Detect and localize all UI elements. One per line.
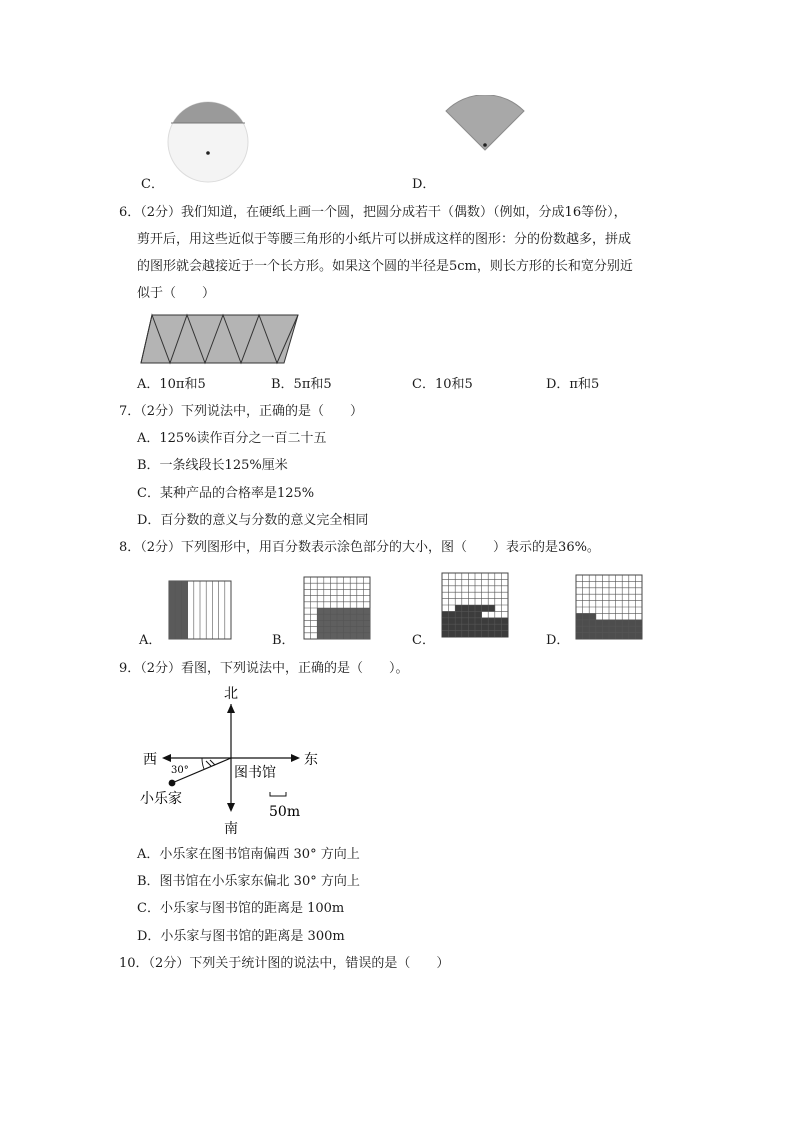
q8-label-a[interactable]: A． [139,633,162,648]
q7-option-d[interactable]: D．百分数的意义与分数的意义完全相同 [137,513,369,528]
shaded-cell [501,624,508,631]
shaded-cell [602,633,609,640]
shaded-cell [495,618,502,625]
shaded-cell [330,627,337,634]
shaded-cell [337,627,344,634]
shaded-cell [475,611,482,618]
q5-option-d-label[interactable]: D． [412,177,436,192]
shaded-cell [324,627,331,634]
q6-line-3: 的图形就会越接近于一个长方形。如果这个圆的半径是5cm，则长方形的长和宽分别近 [137,259,633,274]
shaded-cell [462,631,469,638]
q9-direction-diagram [136,682,336,842]
shaded-cell [596,633,603,640]
shaded-cell [622,633,629,640]
shaded-cell [330,620,337,627]
north-label: 北 [224,686,238,702]
shaded-cell [482,624,489,631]
shaded-cell [576,613,583,620]
shaded-cell [357,608,364,615]
shaded-cell [482,618,489,625]
shaded-cell [455,624,462,631]
shaded-cell [629,620,636,627]
shaded-cell [475,631,482,638]
shaded-cell [449,631,456,638]
shaded-cell [330,608,337,615]
shaded-cell [635,620,642,627]
q8-label-b[interactable]: B． [272,633,295,648]
angle-label: 30° [171,765,189,776]
q6-option-b[interactable]: B．5π和5 [271,377,332,392]
q7-option-a[interactable]: A．125%读作百分之一百二十五 [137,431,327,446]
q7-option-b[interactable]: B．一条线段长125%厘米 [137,458,288,473]
shaded-cell [442,631,449,638]
q6-option-c[interactable]: C．10和5 [412,377,473,392]
shaded-cell [350,620,357,627]
shaded-cell [583,626,590,633]
shaded-cell [468,605,475,612]
q8-label-d[interactable]: D． [546,633,570,648]
shaded-cell [609,620,616,627]
shaded-cell [344,627,351,634]
shaded-cell [344,620,351,627]
q6-option-a[interactable]: A．10π和5 [137,377,206,392]
shaded-cell [363,620,370,627]
shaded-cell [589,626,596,633]
shaded-cell [350,608,357,615]
shaded-cell [629,626,636,633]
shaded-cell [462,624,469,631]
shaded-cell [616,620,623,627]
shaded-cell [455,618,462,625]
shaded-cell [337,633,344,640]
shaded-cell [609,633,616,640]
shaded-cell [589,633,596,640]
q9-option-b[interactable]: B．图书馆在小乐家东偏北 30° 方向上 [137,874,360,889]
q6-parallelogram-figure [138,312,302,366]
shaded-cell [576,626,583,633]
shaded-cell [169,581,176,639]
q10-stem: 10．（2分）下列关于统计图的说法中，错误的是（ ） [119,956,450,971]
shaded-cell [337,608,344,615]
shaded-cell [357,620,364,627]
shaded-cell [583,633,590,640]
shaded-cell [344,633,351,640]
shaded-cell [468,624,475,631]
shaded-cell [324,620,331,627]
shaded-cell [616,626,623,633]
shaded-cell [357,614,364,621]
shaded-cell [501,618,508,625]
shaded-cell [357,627,364,634]
q7-option-c[interactable]: C．某种产品的合格率是125% [137,486,315,501]
library-label: 图书馆 [234,765,276,781]
shaded-cell [462,605,469,612]
shaded-cell [468,611,475,618]
shaded-cell [482,605,489,612]
shaded-cell [449,624,456,631]
shaded-cell [501,631,508,638]
shaded-cell [629,633,636,640]
shaded-cell [449,618,456,625]
shaded-cell [324,614,331,621]
shaded-cell [324,608,331,615]
shaded-cell [576,633,583,640]
q9-stem: 9．（2分）看图，下列说法中，正确的是（ ）。 [119,661,409,676]
shaded-cell [462,618,469,625]
q5-option-c-label[interactable]: C． [141,177,164,192]
shaded-cell [317,633,324,640]
shaded-cell [350,614,357,621]
shaded-cell [363,633,370,640]
q6-line-4: 似于（ ） [137,286,216,301]
shaded-cell [475,618,482,625]
q8-figure-b [303,576,371,640]
shaded-cell [317,614,324,621]
shaded-cell [488,605,495,612]
shaded-cell [317,608,324,615]
shaded-cell [475,605,482,612]
shaded-cell [589,620,596,627]
shaded-cell [495,624,502,631]
shaded-cell [350,627,357,634]
q6-option-d[interactable]: D．π和5 [546,377,600,392]
shaded-cell [344,614,351,621]
shaded-cell [495,631,502,638]
shaded-cell [475,624,482,631]
shaded-cell [462,611,469,618]
shaded-cell [350,633,357,640]
shaded-cell [583,613,590,620]
shaded-cell [363,627,370,634]
shaded-cell [468,618,475,625]
q9-option-a[interactable]: A．小乐家在图书馆南偏西 30° 方向上 [137,847,360,862]
shaded-cell [576,620,583,627]
shaded-cell [596,620,603,627]
shaded-cell [482,631,489,638]
shaded-cell [622,620,629,627]
q8-label-c[interactable]: C． [412,633,435,648]
q8-figure-d [575,574,643,640]
shaded-cell [337,614,344,621]
south-label: 南 [224,821,238,837]
home-label: 小乐家 [140,791,182,807]
east-label: 东 [304,752,318,768]
shaded-cell [455,605,462,612]
shaded-cell [442,624,449,631]
shaded-cell [602,620,609,627]
scale-label: 50m [269,804,301,820]
shaded-cell [455,631,462,638]
q6-line-2: 剪开后，用这些近似于等腰三角形的小纸片可以拼成这样的图形：分的份数越多，拼成 [137,232,632,247]
shaded-cell [609,626,616,633]
shaded-cell [602,626,609,633]
shaded-cell [622,626,629,633]
shaded-cell [357,633,364,640]
q9-option-c[interactable]: C．小乐家与图书馆的距离是 100m [137,901,345,916]
q7-stem: 7．（2分）下列说法中，正确的是（ ） [119,404,364,419]
shaded-cell [488,618,495,625]
shaded-cell [181,581,188,639]
shaded-cell [442,611,449,618]
q5-figure-d [440,95,530,165]
q8-figure-c [441,572,509,638]
q6-line-1: 6．（2分）我们知道，在硬纸上画一个圆，把圆分成若干（偶数）（例如，分成16等份）， [119,205,627,220]
shaded-cell [442,618,449,625]
q5-figure-c [165,96,255,184]
shaded-cell [449,611,456,618]
q8-stem: 8．（2分）下列图形中，用百分数表示涂色部分的大小，图（ ）表示的是36%。 [119,540,600,555]
shaded-cell [324,633,331,640]
shaded-cell [455,611,462,618]
shaded-cell [337,620,344,627]
shaded-cell [330,633,337,640]
shaded-cell [635,626,642,633]
shaded-cell [344,608,351,615]
shaded-cell [635,633,642,640]
shaded-cell [468,631,475,638]
shaded-cell [330,614,337,621]
shaded-cell [175,581,182,639]
shaded-cell [589,613,596,620]
shaded-cell [488,631,495,638]
shaded-cell [488,624,495,631]
q9-option-d[interactable]: D．小乐家与图书馆的距离是 300m [137,929,345,944]
shaded-cell [583,620,590,627]
shaded-cell [317,627,324,634]
shaded-cell [616,633,623,640]
shaded-cell [363,608,370,615]
shaded-cell [596,626,603,633]
shaded-cell [317,620,324,627]
west-label: 西 [143,752,157,768]
shaded-cell [363,614,370,621]
q8-figure-a [168,580,232,640]
